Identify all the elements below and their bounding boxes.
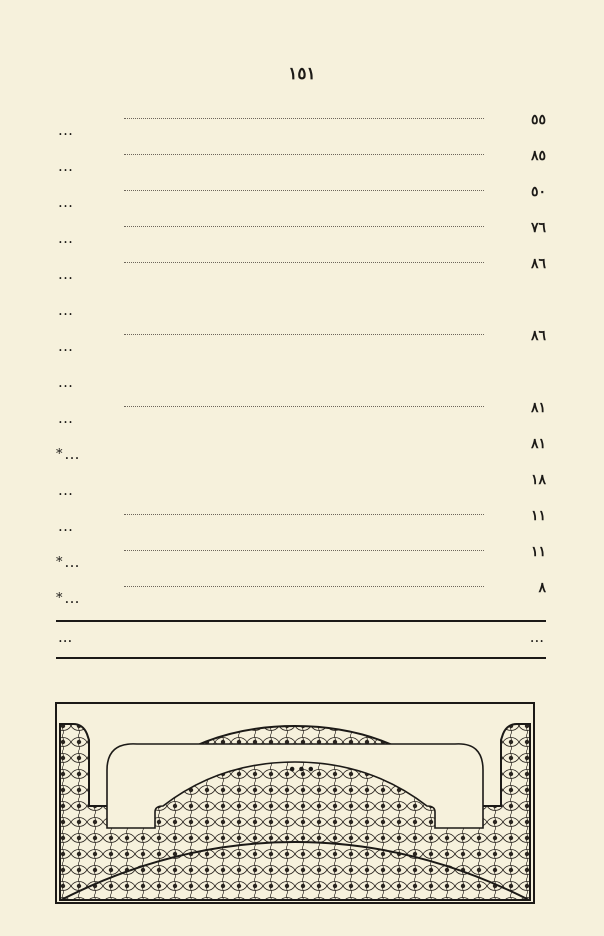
toc-entry: [56, 504, 546, 538]
leader-dots: [124, 334, 484, 335]
toc-entry: [56, 324, 546, 358]
toc-entry: [56, 216, 546, 250]
toc-entry: [56, 180, 546, 214]
toc-page-number: ٨: [538, 580, 546, 596]
toc-entry: [56, 576, 546, 610]
toc-label: ...: [58, 229, 74, 247]
toc-page-number: ٥٥: [530, 112, 546, 128]
toc-marker: *: [56, 446, 63, 462]
toc-entry: [56, 396, 546, 430]
toc-page-number: ٨١: [530, 400, 546, 416]
toc-entry: [56, 288, 546, 322]
bottom-rule: [56, 657, 546, 659]
top-rule: [56, 620, 546, 622]
toc-entry: [56, 360, 546, 394]
toc-label: ...: [64, 589, 80, 607]
toc-page-number: ٥٠: [530, 184, 546, 200]
toc-label: ...: [58, 481, 74, 499]
toc-page-number: ١١: [530, 544, 546, 560]
leader-dots: [124, 550, 484, 551]
toc-entry: [56, 144, 546, 178]
toc-page-number: ٨٦: [530, 256, 546, 272]
leader-dots: [124, 118, 484, 119]
toc-label: ...: [64, 445, 80, 463]
toc-marker: *: [56, 590, 63, 606]
toc-label: ...: [58, 193, 74, 211]
leader-dots: [124, 154, 484, 155]
page-number: ١٥١: [288, 64, 316, 84]
toc-label: ...: [64, 553, 80, 571]
toc-page-number: ١١: [530, 508, 546, 524]
toc-page-number: ٨٦: [530, 328, 546, 344]
toc-label: ...: [58, 409, 74, 427]
toc-label: ...: [58, 121, 74, 139]
leader-dots: [124, 262, 484, 263]
leader-dots: [124, 514, 484, 515]
toc-entry: [56, 540, 546, 574]
toc-entry: [56, 108, 546, 142]
toc-page-number: ٨١: [530, 436, 546, 452]
leader-dots: [124, 586, 484, 587]
toc-page-number: ٨٥: [530, 148, 546, 164]
toc-entry: [56, 468, 546, 502]
leader-dots: [124, 406, 484, 407]
toc-marker: *: [56, 554, 63, 570]
toc-page-number: ٧٦: [530, 220, 546, 236]
toc-label: ...: [58, 337, 74, 355]
toc-label: ...: [58, 517, 74, 535]
leader-dots: [124, 226, 484, 227]
footer-right-text: ...: [529, 628, 544, 646]
toc-label: ...: [58, 301, 74, 319]
toc-page-number: ١٨: [530, 472, 546, 488]
footer-left-text: ...: [58, 628, 73, 646]
ornament-title: ...: [287, 748, 317, 777]
leader-dots: [124, 190, 484, 191]
toc-label: ...: [58, 373, 74, 391]
toc-label: ...: [58, 157, 74, 175]
toc-label: ...: [58, 265, 74, 283]
toc-entry: [56, 252, 546, 286]
ornamental-frame: [55, 702, 535, 904]
toc-entry: [56, 432, 546, 466]
